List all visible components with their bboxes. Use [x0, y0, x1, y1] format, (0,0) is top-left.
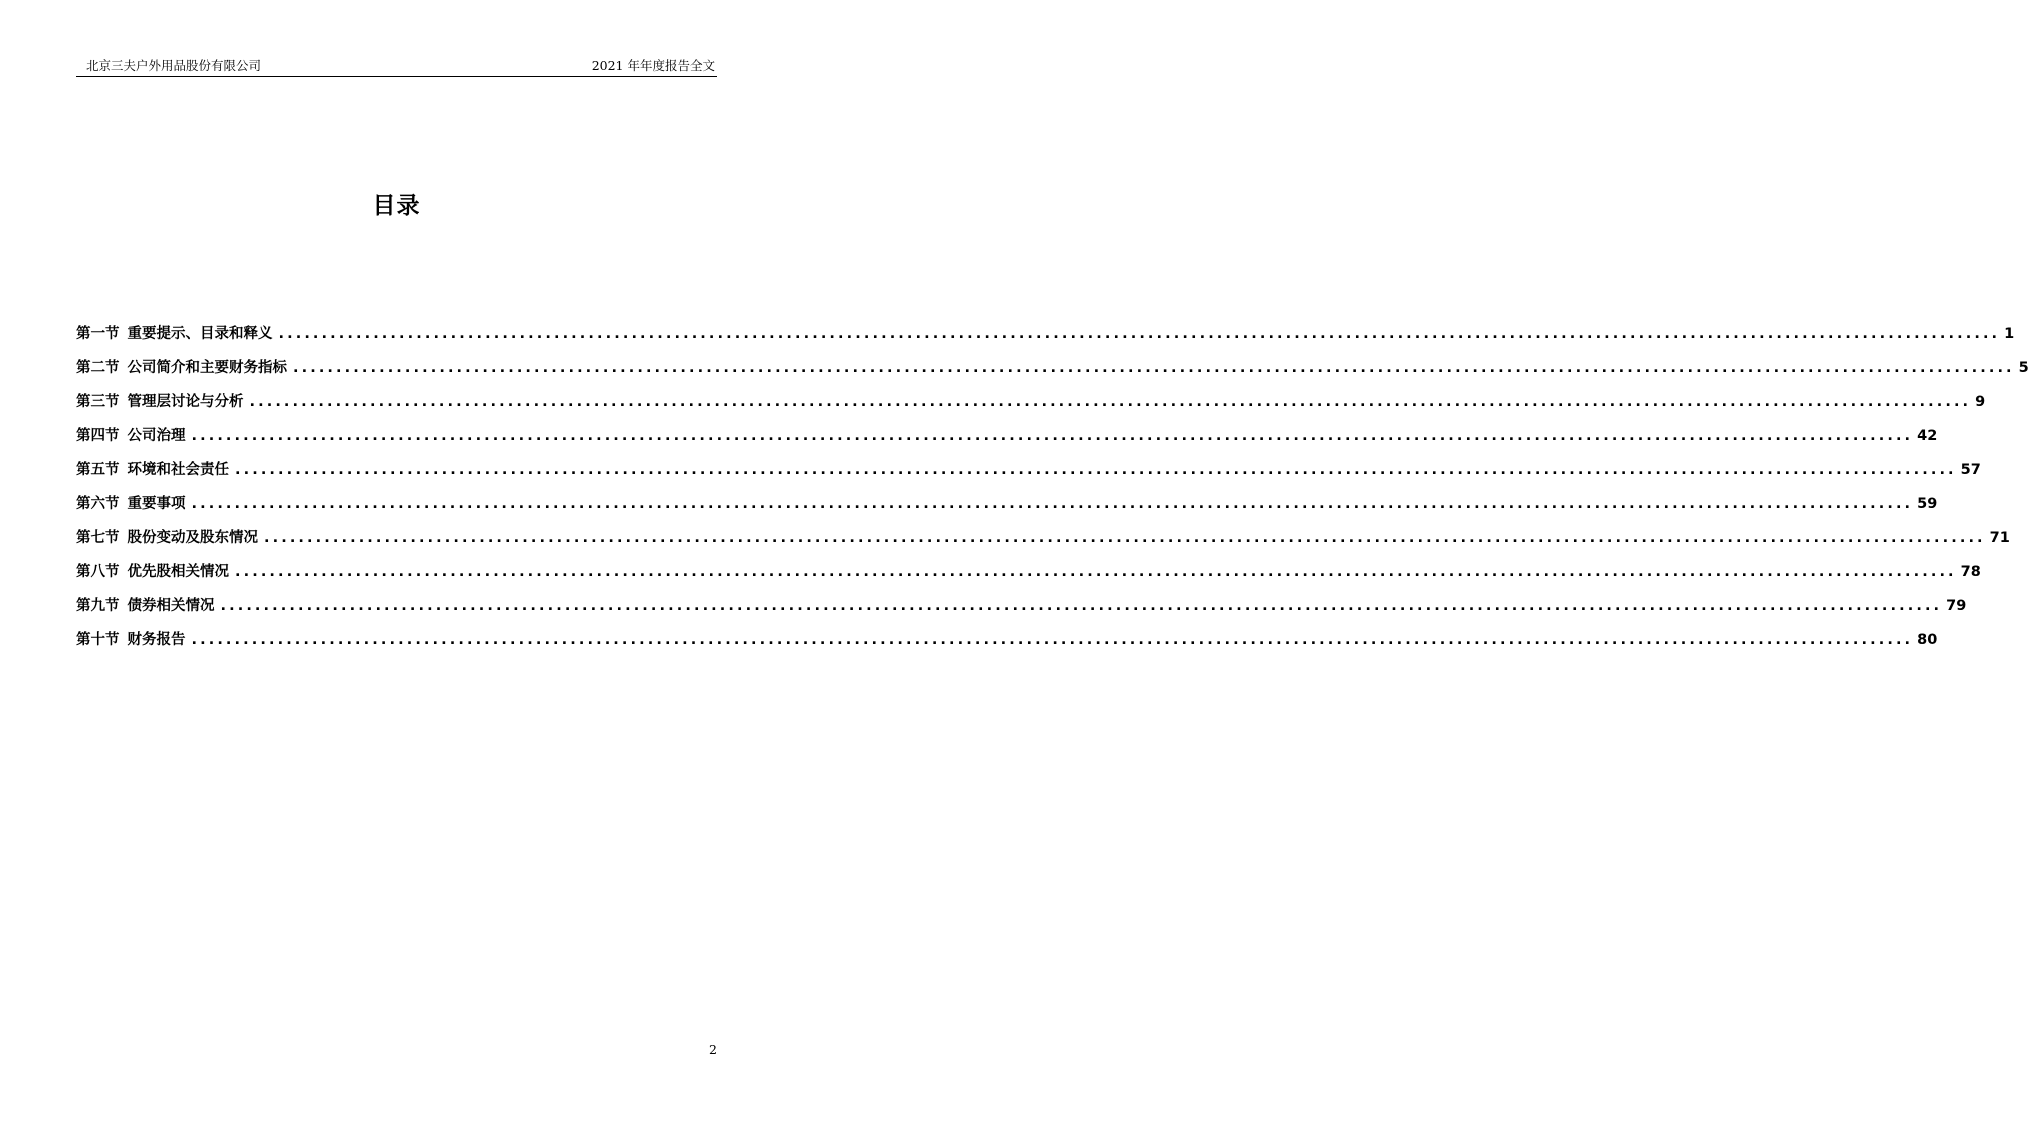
toc-entry[interactable]: [76, 628, 1938, 662]
toc-section-name: 重要提示、目录和释义: [127, 326, 273, 342]
page-header: [76, 54, 717, 77]
toc-entry[interactable]: [76, 560, 1981, 594]
toc-entry[interactable]: [76, 492, 1938, 526]
toc-dot-leader: ........................................................................................................................................................................................................: [235, 462, 1957, 478]
toc-page-number: 78: [1960, 564, 1981, 580]
toc-section-name: 优先股相关情况: [127, 564, 229, 580]
toc-entry-label: [76, 458, 229, 479]
toc-section-name: 债券相关情况: [127, 598, 215, 614]
toc-section-number: 第六节: [76, 496, 120, 512]
toc-entry[interactable]: [76, 594, 1967, 628]
toc-section-number: 第一节: [76, 326, 120, 342]
toc-section-number: 第四节: [76, 428, 120, 444]
page-number: 2: [709, 1042, 717, 1057]
toc-page-number: 80: [1917, 632, 1938, 648]
toc-entry-label: [76, 628, 186, 649]
toc-page-number: 59: [1917, 496, 1938, 512]
toc-entry-label: [76, 390, 244, 411]
toc-entry-label: [76, 560, 229, 581]
toc-entry-label: [76, 526, 258, 547]
toc-page-number: 71: [1989, 530, 2010, 546]
toc-section-number: 第九节: [76, 598, 120, 614]
toc-page-number: 42: [1917, 428, 1938, 444]
toc-dot-leader: ........................................................................................................................................................................................................: [220, 598, 1943, 614]
toc-page-number: 79: [1946, 598, 1967, 614]
toc-dot-leader: ........................................................................................................................................................................................................: [293, 360, 2015, 376]
header-company-name: 北京三夫户外用品股份有限公司: [86, 58, 262, 73]
toc-page-number: 57: [1960, 462, 1981, 478]
toc-section-number: 第八节: [76, 564, 120, 580]
toc-entry[interactable]: [76, 356, 2029, 390]
toc-dot-leader: ........................................................................................................................................................................................................: [191, 632, 1914, 648]
toc-dot-leader: ........................................................................................................................................................................................................: [249, 394, 1972, 410]
toc-entry[interactable]: [76, 322, 2015, 356]
toc-section-name: 财务报告: [127, 632, 186, 648]
toc-dot-leader: ........................................................................................................................................................................................................: [191, 428, 1914, 444]
toc-section-name: 环境和社会责任: [127, 462, 229, 478]
toc-dot-leader: ........................................................................................................................................................................................................: [191, 496, 1914, 512]
toc-dot-leader: ........................................................................................................................................................................................................: [278, 326, 2001, 342]
toc-entry-label: [76, 356, 287, 377]
toc-section-name: 公司简介和主要财务指标: [127, 360, 287, 376]
toc-section-name: 重要事项: [127, 496, 186, 512]
toc-section-name: 股份变动及股东情况: [127, 530, 258, 546]
toc-entry[interactable]: [76, 390, 1986, 424]
toc-entry-label: [76, 492, 186, 513]
page-title: 目录: [372, 193, 421, 219]
toc-section-name: 管理层讨论与分析: [127, 394, 244, 410]
toc-section-number: 第三节: [76, 394, 120, 410]
toc-section-number: 第七节: [76, 530, 120, 546]
toc-entry-label: [76, 594, 215, 615]
toc-entry[interactable]: [76, 424, 1938, 458]
toc-section-number: 第五节: [76, 462, 120, 478]
toc-page-number: 5: [2018, 360, 2029, 376]
toc-dot-leader: ........................................................................................................................................................................................................: [235, 564, 1957, 580]
header-report-title: 2021 年年度报告全文: [591, 58, 715, 73]
toc-entry[interactable]: [76, 526, 2010, 560]
toc-dot-leader: ........................................................................................................................................................................................................: [264, 530, 1986, 546]
toc-entry[interactable]: [76, 458, 1981, 492]
toc-section-number: 第十节: [76, 632, 120, 648]
toc-section-number: 第二节: [76, 360, 120, 376]
toc-entry-label: [76, 322, 273, 343]
toc-section-name: 公司治理: [127, 428, 186, 444]
toc-page-number: 9: [1975, 394, 1986, 410]
table-of-contents: [76, 322, 2029, 662]
toc-entry-label: [76, 424, 186, 445]
toc-page-number: 1: [2004, 326, 2015, 342]
